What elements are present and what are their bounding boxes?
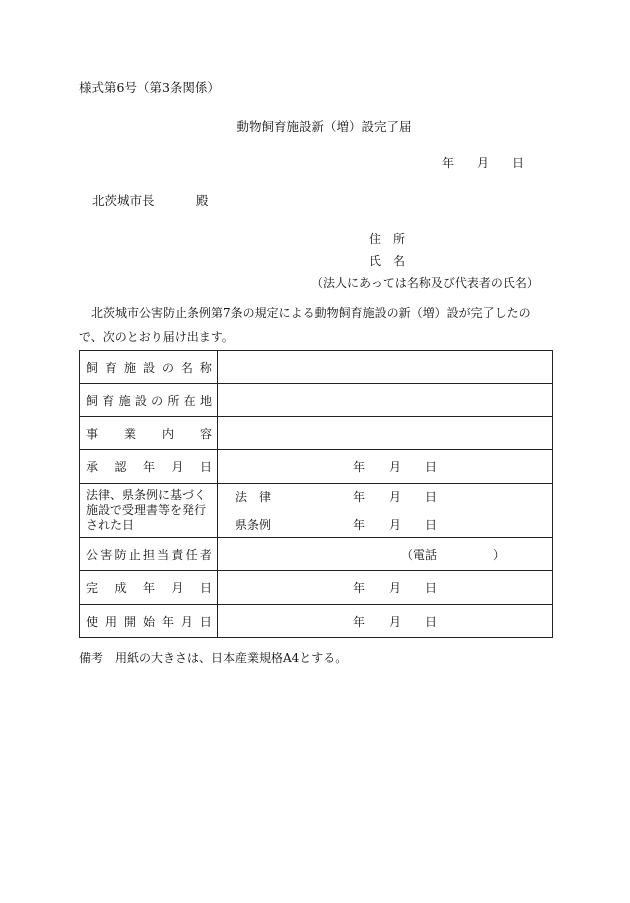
label-char: 内 [161, 426, 174, 441]
address-label: 住 所 [369, 232, 406, 246]
label-char: 日 [199, 460, 212, 474]
law-year: 年 [353, 490, 366, 504]
label-char: 完 [86, 581, 99, 595]
receipt-date-value[interactable] [218, 484, 553, 538]
prefecture-ordinance-label: 県条例 [235, 518, 272, 532]
label-char: 始 [142, 614, 155, 629]
label-char: 日 [199, 614, 212, 629]
label-char: 月 [180, 614, 193, 629]
label-char: 名 [180, 360, 193, 375]
label-char: の [151, 393, 164, 408]
table-row-receipt-date [80, 484, 553, 538]
facility-location-value[interactable] [218, 384, 553, 417]
table-row-approval-date [80, 450, 553, 484]
label-char: 認 [114, 460, 127, 474]
law-month: 月 [389, 490, 402, 504]
label-char: 成 [114, 581, 127, 595]
phone-close: ） [493, 547, 506, 562]
label-char: 称 [199, 360, 212, 375]
label-char: 使 [86, 614, 99, 629]
label-char: 止 [128, 547, 141, 562]
completion-table [79, 350, 553, 638]
table-row-facility-name [80, 351, 553, 384]
start-year: 年 [353, 614, 366, 629]
table-row-start-date [80, 605, 553, 638]
label-char: 公 [86, 547, 99, 562]
pref-month: 月 [389, 518, 402, 532]
label-char: 飼 [86, 393, 99, 408]
label-char: 開 [123, 614, 136, 629]
label-char: 施 [118, 393, 131, 408]
manager-label [86, 546, 212, 563]
completion-month: 月 [389, 581, 402, 595]
law-day: 日 [425, 490, 438, 504]
label-char: 設 [142, 360, 155, 375]
start-month: 月 [389, 614, 402, 629]
label-char: 業 [123, 426, 136, 441]
pref-day: 日 [425, 518, 438, 532]
law-label: 法 律 [235, 490, 272, 504]
approval-day: 日 [425, 460, 438, 474]
label-char: 所 [167, 393, 180, 408]
corporate-note: （法人にあっては名称及び代表者の氏名） [311, 276, 539, 290]
body-text: 北茨城市公害防止条例第7条の規定による動物飼育施設の新（増）設が完了したので、次のとおり届け出ます。 [79, 306, 531, 344]
honorific: 殿 [196, 193, 209, 208]
table-row-completion-date [80, 571, 553, 605]
facility-name-label [86, 359, 212, 376]
label-char: 月 [171, 460, 184, 474]
facility-name-value[interactable] [218, 351, 553, 384]
start-date-value[interactable] [218, 605, 553, 638]
label-char: 担 [142, 547, 155, 562]
label-char: 施 [123, 360, 136, 375]
label-char: 防 [114, 547, 127, 562]
name-label: 氏 名 [369, 254, 406, 268]
facility-location-label [86, 392, 212, 409]
business-value[interactable] [218, 417, 553, 450]
start-day: 日 [425, 614, 438, 629]
remarks: 備考 用紙の大きさは、日本産業規格A4とする。 [79, 651, 348, 665]
label-char: の [161, 360, 174, 375]
completion-day: 日 [425, 581, 438, 595]
label-char: 承 [86, 460, 99, 474]
label-char: 地 [199, 393, 212, 408]
label-char: 害 [100, 547, 113, 562]
phone-open: （電話 [401, 547, 438, 562]
table-row-business [80, 417, 553, 450]
receipt-date-label: 法律、県条例に基づく施設で受理書等を発行された日 [86, 488, 207, 532]
pref-year: 年 [353, 518, 366, 532]
addressee: 北茨城市長 [92, 193, 155, 208]
date-year-label: 年 [442, 156, 455, 170]
label-char: 日 [199, 581, 212, 595]
label-char: 年 [161, 614, 174, 629]
label-char: 飼 [86, 360, 99, 375]
start-date-label [86, 613, 212, 630]
approval-date-value[interactable] [218, 450, 553, 484]
approval-month: 月 [389, 460, 402, 474]
label-char: 月 [171, 581, 184, 595]
document-title: 動物飼育施設新（増）設完了届 [236, 119, 412, 134]
form-number: 様式第6号（第3条関係） [79, 80, 220, 95]
table-row-facility-location [80, 384, 553, 417]
business-label [86, 425, 212, 442]
label-char: 育 [104, 360, 117, 375]
label-char: 責 [171, 547, 184, 562]
approval-year: 年 [353, 460, 366, 474]
completion-date-label [86, 579, 212, 596]
completion-year: 年 [353, 581, 366, 595]
label-char: 設 [134, 393, 147, 408]
label-char: 事 [86, 426, 99, 441]
label-char: 年 [142, 460, 155, 474]
label-char: 任 [185, 547, 198, 562]
completion-date-value[interactable] [218, 571, 553, 605]
approval-date-label [86, 458, 212, 475]
label-char: 用 [104, 614, 117, 629]
date-day-label: 日 [512, 156, 525, 170]
label-char: 容 [199, 426, 212, 441]
label-char: 在 [183, 393, 196, 408]
table-row-manager [80, 538, 553, 571]
label-char: 者 [199, 547, 212, 562]
label-char: 当 [157, 547, 170, 562]
manager-value[interactable] [218, 538, 553, 571]
label-char: 年 [142, 581, 155, 595]
label-char: 育 [102, 393, 115, 408]
date-month-label: 月 [477, 156, 490, 170]
